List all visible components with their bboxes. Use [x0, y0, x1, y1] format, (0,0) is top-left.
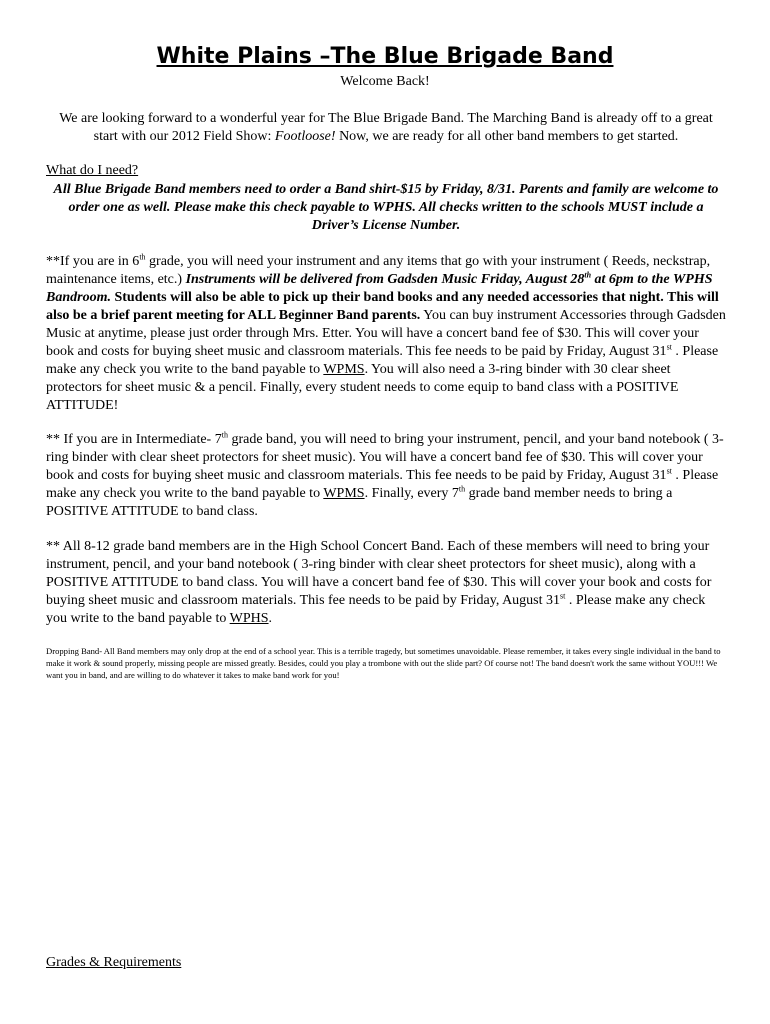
p1-text-d: . Please make any check you write to the band payable to: [46, 344, 719, 377]
welcome-subtitle: Welcome Back!: [340, 74, 430, 89]
seventh-grade-paragraph: [46, 431, 728, 521]
p1-sup-1: th: [139, 252, 146, 262]
sixth-grade-paragraph: [46, 253, 728, 415]
p3-text-b: . Please make any check you write to the band payable to: [46, 593, 706, 626]
p1-sup-2: th: [584, 270, 592, 280]
p3-payee-wphs: WPHS: [229, 611, 269, 626]
high-school-paragraph: [46, 538, 728, 628]
p1-text-e: . You will also need a 3-ring binder with 30 clear sheet protectors for sheet music & a pencil. Finally, every student needs to come equip to band class with a POSITIVE ATTITUDE!: [46, 362, 679, 413]
page-title: White Plains –The Blue Brigade Band: [156, 44, 614, 69]
p1-text-b: grade, you will need your instrument and any items that go with your instrument ( Reeds, neckstrap, maintenance items, etc.): [46, 254, 711, 287]
p1-delivery-notice-2: at 6pm to the WPHS Bandroom.: [46, 272, 713, 305]
p3-text-c: .: [268, 611, 273, 626]
p1-text-a: **If you are in 6: [46, 254, 140, 269]
what-do-i-need-heading: What do I need?: [46, 163, 139, 178]
intro-text-2: Now, we are ready for all other band members to get started.: [335, 129, 679, 144]
p2-sup-2: st: [666, 466, 672, 476]
p2-text-b: grade band, you will need to bring your instrument, pencil, and your band notebook ( 3-ring binder with clear sheet protectors for sheet music). You will have a concert band fee of $30. This will cover your book and costs for buying sheet music and classroom materials. This fee needs to be paid by Friday, August 31: [46, 432, 724, 483]
p1-sup-3: st: [666, 342, 672, 352]
p2-sup-3: th: [458, 484, 466, 494]
p1-text-c: You can buy instrument Accessories through Gadsden Music at anytime, please just order through Mrs. Etter. You will have a concert band fee of $30. This will cover your book and costs for buying sheet music and classroom materials. This fee needs to be paid by Friday, August 31: [46, 308, 726, 359]
intro-text-1: We are looking forward to a wonderful year for The Blue Brigade Band. The Marching Band is already off to a great start with our 2012 Field Show:: [59, 111, 713, 144]
p2-text-c: . Please make any check you write to the band payable to: [46, 468, 719, 501]
p1-parent-meeting-notice: Students will also be able to pick up their band books and any needed accessories that night. This will also be a brief parent meeting for ALL Beginner Band parents.: [46, 290, 719, 323]
intro-paragraph: [46, 110, 726, 146]
p1-delivery-notice: Instruments will be delivered from Gadsden Music Friday, August 28: [185, 272, 585, 287]
field-show-name: Footloose!: [274, 129, 336, 144]
band-shirt-notice: All Blue Brigade Band members need to order a Band shirt-$15 by Friday, 8/31. Parents and family are welcome to order one as well. Please make this check payable to WPHS. All checks written to the schools MUST include a Driver’s License Number.: [53, 182, 719, 233]
grades-requirements-heading: Grades & Requirements: [46, 955, 182, 970]
p2-sup-1: th: [221, 430, 228, 440]
p2-payee-wpms: WPMS: [323, 486, 365, 501]
p3-sup-1: st: [560, 591, 566, 601]
p1-payee-wpms: WPMS: [323, 362, 365, 377]
p3-text-a: ** All 8-12 grade band members are in the High School Concert Band. Each of these members will need to bring your instrument, pencil, and your band notebook ( 3-ring binder with clear sheet protectors for sheet music), along with a POSITIVE ATTITUDE to band class. You will have a concert band fee of $30. This will cover your book and costs for buying sheet music and classroom materials. This fee needs to be paid by Friday, August 31: [46, 539, 712, 608]
p2-text-d: . Finally, every 7: [364, 486, 459, 501]
p2-text-e: grade band member needs to bring a POSITIVE ATTITUDE to band class.: [46, 486, 673, 519]
p2-text-a: ** If you are in Intermediate- 7: [46, 432, 222, 447]
dropping-band-note: Dropping Band- All Band members may only drop at the end of a school year. This is a terrible tragedy, but sometimes unavoidable. Please remember, it takes every single individual in the band to make it work & sound properly, missing people are missed greatly. Besides, could you play a trombone with out the slide part? Of course not! The band doesn't work the same without YOU!!! We want you in band, and are willing to do whatever it takes to make band work for you!: [46, 646, 721, 680]
